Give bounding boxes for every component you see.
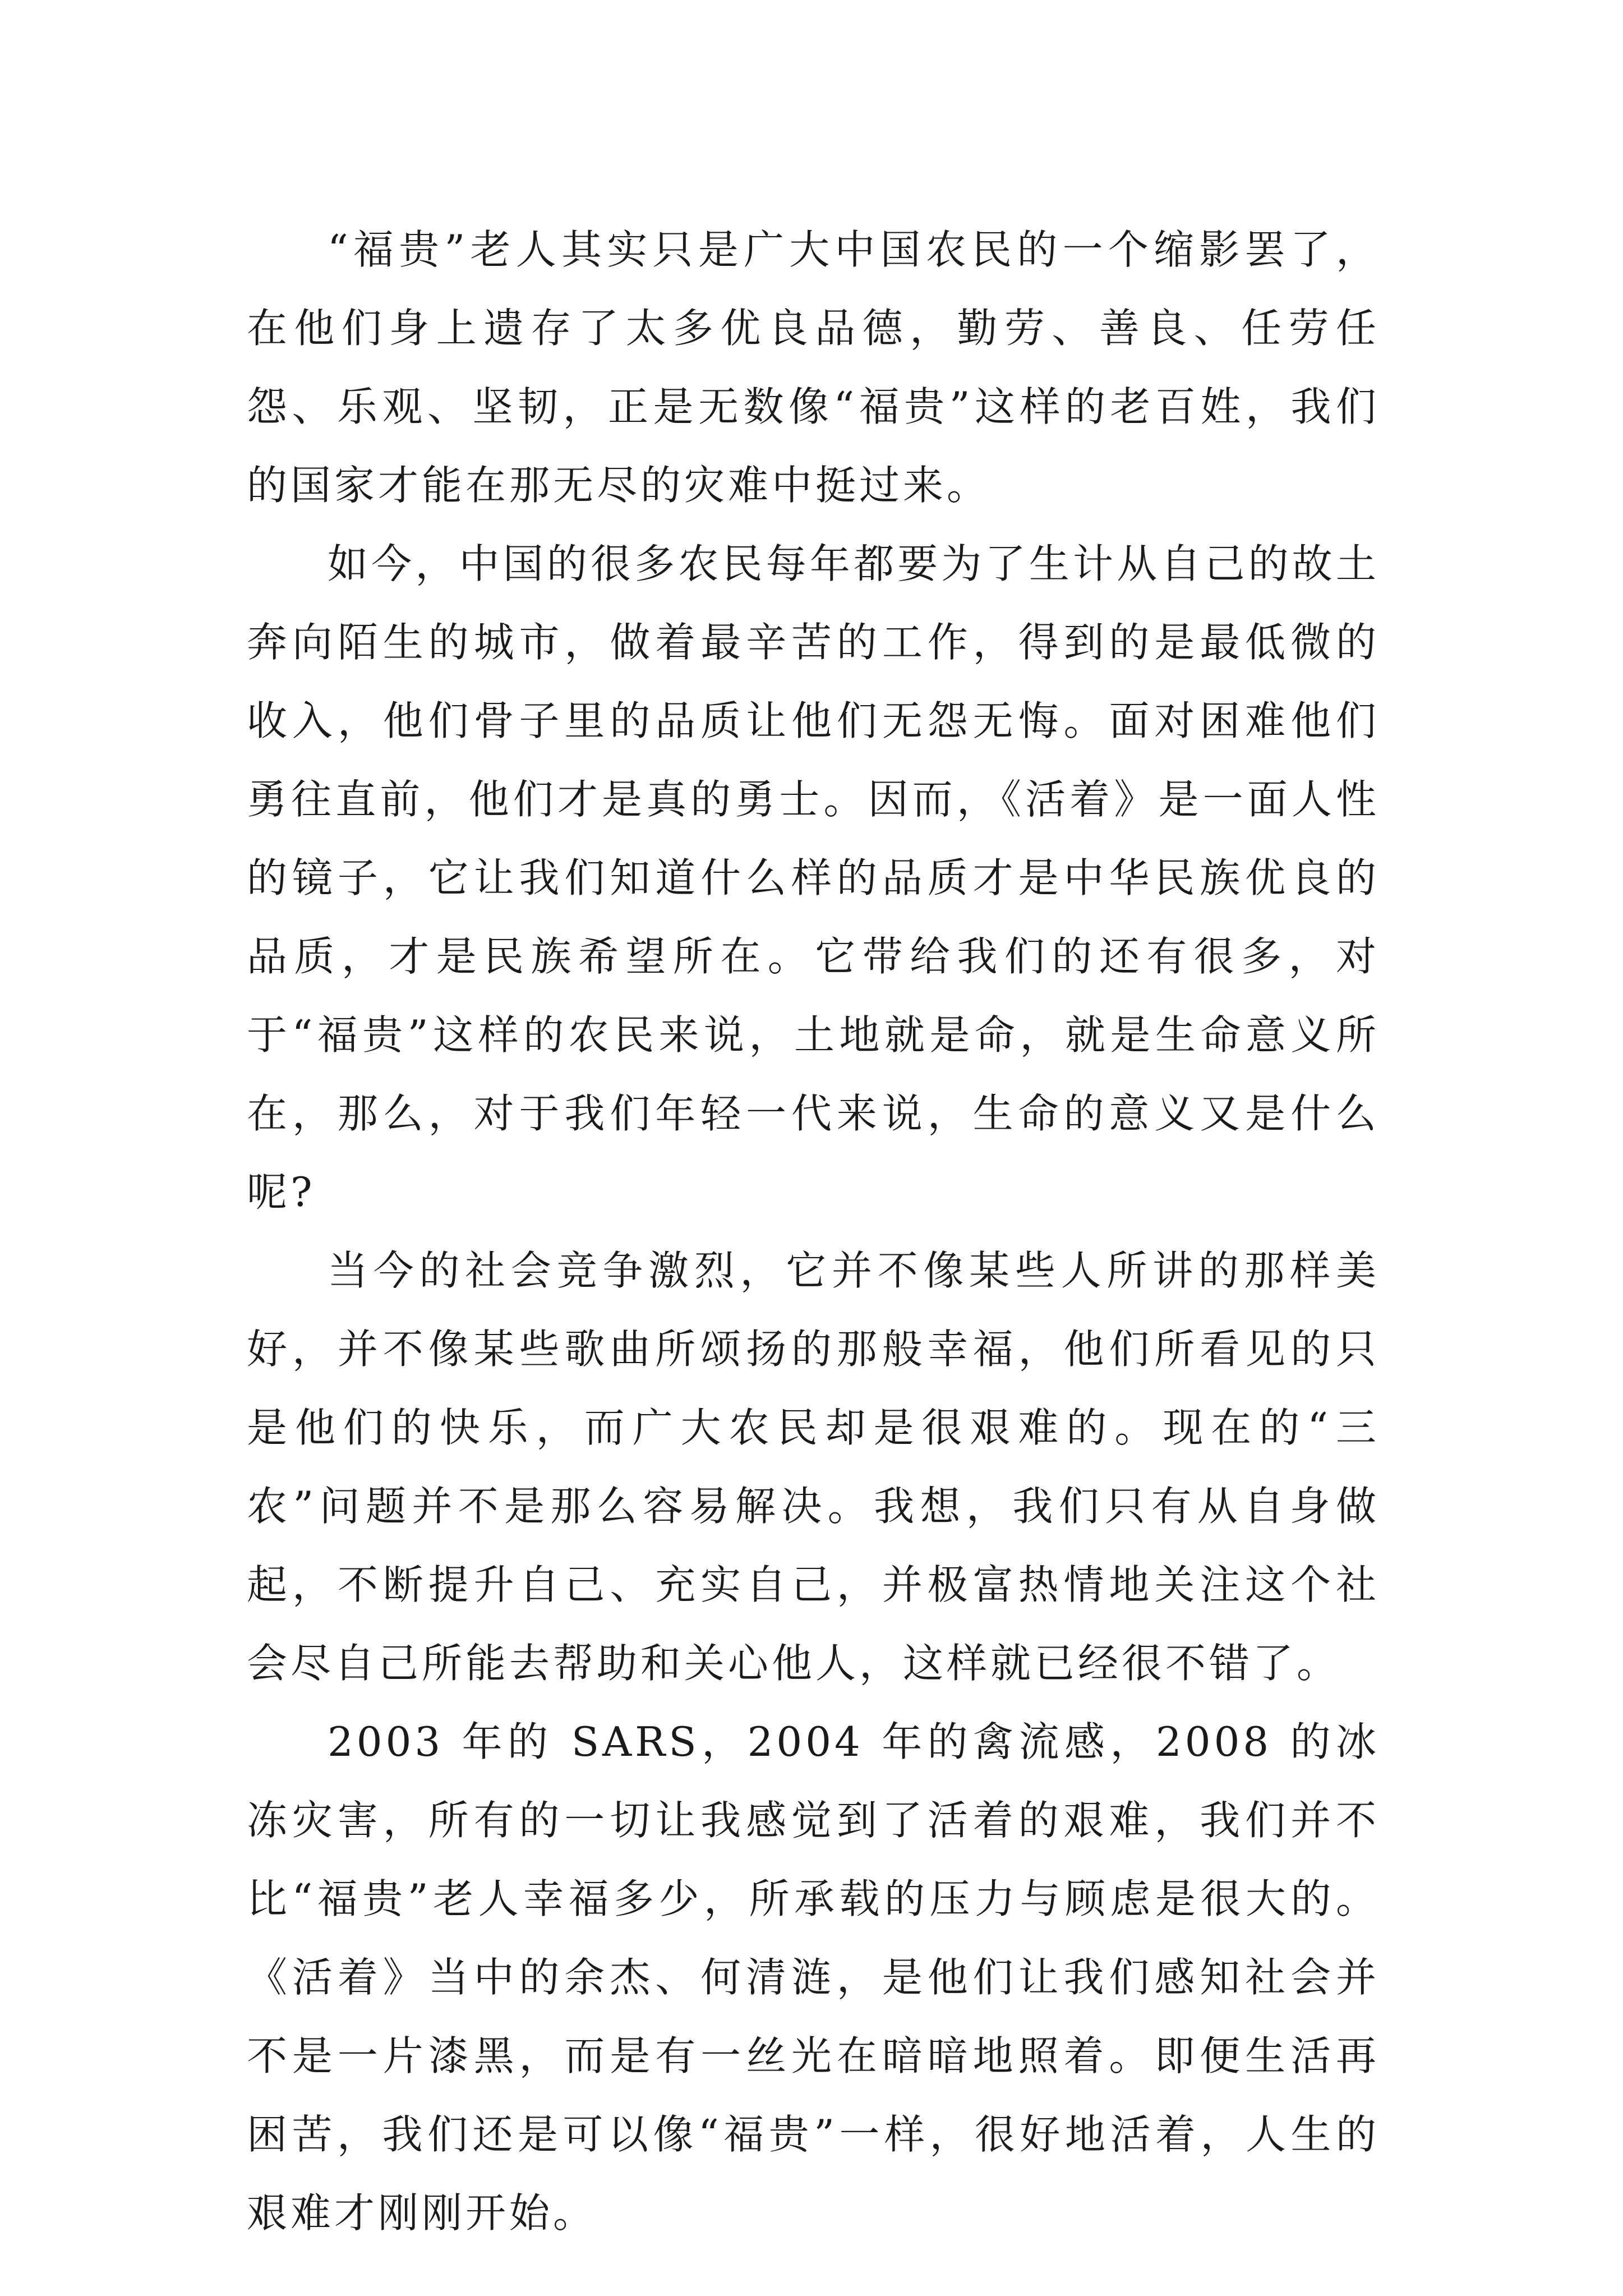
paragraph-1: “福贵”老人其实只是广大中国农民的一个缩影罢了，在他们身上遗存了太多优良品德，勤劳、善良、任劳任怨、乐观、坚韧，正是无数像“福贵”这样的老百姓，我们的国家才能在那无尽的灾难中挺过来。 [247, 226, 1380, 509]
paragraph-4: 2003 年的 SARS，2004 年的禽流感，2008 的冰冻灾害，所有的一切让我感觉到了活着的艰难，我们并不比“福贵”老人幸福多少，所承载的压力与顾虑是很大的。《活着》当中的余杰、何清涟，是他们让我们感知社会并不是一片漆黑，而是有一丝光在暗暗地照着。即便生活再困苦，我们还是可以像“福贵”一样，很好地活着，人生的艰难才刚刚开始。 [247, 1718, 1380, 2237]
document-body [247, 210, 1380, 2252]
paragraph-2: 如今，中国的很多农民每年都要为了生计从自己的故土奔向陌生的城市，做着最辛苦的工作，得到的是最低微的收入，他们骨子里的品质让他们无怨无悔。面对困难他们勇往直前，他们才是真的勇士。因而，《活着》是一面人性的镜子，它让我们知道什么样的品质才是中华民族优良的品质，才是民族希望所在。它带给我们的还有很多，对于“福贵”这样的农民来说，土地就是命，就是生命意义所在，那么，对于我们年轻一代来说，生命的意义又是什么呢? [247, 540, 1380, 1216]
paragraph-3: 当今的社会竞争激烈，它并不像某些人所讲的那样美好，并不像某些歌曲所颂扬的那般幸福，他们所看见的只是他们的快乐，而广大农民却是很艰难的。现在的“三农”问题并不是那么容易解决。我想，我们只有从自身做起，不断提升自己、充实自己，并极富热情地关注这个社会尽自己所能去帮助和关心他人，这样就已经很不错了。 [247, 1247, 1380, 1687]
